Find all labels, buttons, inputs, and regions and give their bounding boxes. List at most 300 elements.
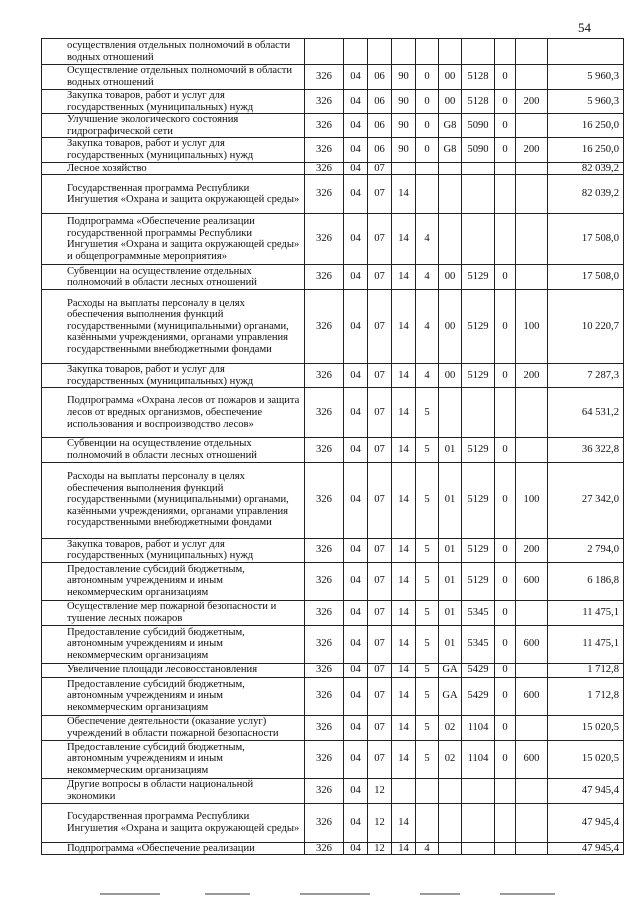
row-name-cell: Осуществление отдельных полномочий в области водных отношений: [42, 65, 305, 90]
row-sum-cell: 5 960,3: [548, 65, 624, 90]
row-sum-cell: 64 531,2: [548, 388, 624, 438]
table-row: [42, 715, 624, 740]
row-direction-cell: 5129: [462, 364, 495, 388]
row-subprogram-cell: 4: [416, 214, 439, 265]
row-gr-cell: 326: [305, 462, 344, 538]
table-row: [42, 438, 624, 462]
budget-table: [41, 38, 624, 855]
row-name-cell: Расходы на выплаты персоналу в целях обеспечения выполнения функций государственными (муниципальными) органами, казёнными учреждениями, органами управления государственными внебюджетными фондами: [42, 462, 305, 538]
row-rz-cell: 04: [344, 265, 368, 290]
table-row: [42, 677, 624, 715]
row-direction-cell: [462, 162, 495, 175]
scan-artifact: [300, 893, 370, 895]
row-program-cell: 90: [392, 90, 416, 114]
row-subprogram-cell: 5: [416, 538, 439, 562]
row-vr-cell: [516, 438, 548, 462]
row-event-cell: 00: [439, 290, 462, 364]
table-row: [42, 39, 624, 65]
row-rz-cell: 04: [344, 740, 368, 778]
table-row: [42, 778, 624, 803]
row-event-cell: 00: [439, 90, 462, 114]
row-vr-cell: [516, 214, 548, 265]
row-program-cell: 14: [392, 214, 416, 265]
row-suffix-cell: 0: [495, 663, 516, 677]
row-pr-cell: 07: [368, 175, 392, 214]
row-event-cell: [439, 842, 462, 855]
row-subprogram-cell: [416, 175, 439, 214]
row-sum-cell: 17 508,0: [548, 214, 624, 265]
row-sum-cell: 16 250,0: [548, 138, 624, 162]
row-gr-cell: [305, 39, 344, 65]
row-pr-cell: 07: [368, 562, 392, 600]
row-suffix-cell: 0: [495, 677, 516, 715]
row-event-cell: 01: [439, 562, 462, 600]
row-gr-cell: 326: [305, 803, 344, 842]
row-vr-cell: 600: [516, 562, 548, 600]
table-row: [42, 290, 624, 364]
row-vr-cell: [516, 175, 548, 214]
row-pr-cell: 12: [368, 778, 392, 803]
row-rz-cell: 04: [344, 462, 368, 538]
row-event-cell: [439, 778, 462, 803]
row-suffix-cell: [495, 388, 516, 438]
row-name-cell: Закупка товаров, работ и услуг для государственных (муниципальных) нужд: [42, 138, 305, 162]
row-vr-cell: 200: [516, 364, 548, 388]
row-suffix-cell: [495, 175, 516, 214]
row-subprogram-cell: 0: [416, 90, 439, 114]
row-event-cell: 01: [439, 462, 462, 538]
row-sum-cell: 47 945,4: [548, 803, 624, 842]
table-row: [42, 214, 624, 265]
row-gr-cell: 326: [305, 562, 344, 600]
row-event-cell: [439, 388, 462, 438]
table-row: [42, 114, 624, 138]
row-suffix-cell: 0: [495, 364, 516, 388]
row-suffix-cell: 0: [495, 265, 516, 290]
row-program-cell: [392, 778, 416, 803]
row-direction-cell: 5129: [462, 462, 495, 538]
row-gr-cell: 326: [305, 538, 344, 562]
row-event-cell: 01: [439, 625, 462, 663]
row-program-cell: 14: [392, 803, 416, 842]
row-sum-cell: 10 220,7: [548, 290, 624, 364]
row-pr-cell: 07: [368, 364, 392, 388]
row-sum-cell: 7 287,3: [548, 364, 624, 388]
row-name-cell: Закупка товаров, работ и услуг для государственных (муниципальных) нужд: [42, 538, 305, 562]
row-suffix-cell: 0: [495, 715, 516, 740]
row-suffix-cell: 0: [495, 138, 516, 162]
row-gr-cell: 326: [305, 162, 344, 175]
table-row: [42, 388, 624, 438]
row-name-cell: Предоставление субсидий бюджетным, автономным учреждениям и иным некоммерческим организациям: [42, 740, 305, 778]
row-suffix-cell: 0: [495, 562, 516, 600]
row-program-cell: 90: [392, 138, 416, 162]
row-gr-cell: 326: [305, 842, 344, 855]
row-event-cell: 00: [439, 265, 462, 290]
row-suffix-cell: [495, 803, 516, 842]
row-program-cell: 14: [392, 438, 416, 462]
scan-artifact: [500, 893, 555, 895]
row-name-cell: Предоставление субсидий бюджетным, автономным учреждениям и иным некоммерческим организациям: [42, 677, 305, 715]
row-rz-cell: 04: [344, 90, 368, 114]
table-row: [42, 600, 624, 625]
row-program-cell: 14: [392, 663, 416, 677]
row-pr-cell: 12: [368, 842, 392, 855]
row-gr-cell: 326: [305, 438, 344, 462]
row-suffix-cell: 0: [495, 600, 516, 625]
row-name-cell: Подпрограмма «Обеспечение реализации: [42, 842, 305, 855]
row-rz-cell: 04: [344, 438, 368, 462]
row-direction-cell: 5129: [462, 438, 495, 462]
row-suffix-cell: [495, 214, 516, 265]
row-direction-cell: 1104: [462, 715, 495, 740]
row-pr-cell: 07: [368, 462, 392, 538]
table-row: [42, 138, 624, 162]
row-name-cell: Увеличение площади лесовосстановления: [42, 663, 305, 677]
row-event-cell: [439, 162, 462, 175]
table-row: [42, 625, 624, 663]
row-subprogram-cell: 4: [416, 364, 439, 388]
table-row: [42, 462, 624, 538]
row-rz-cell: 04: [344, 677, 368, 715]
row-event-cell: [439, 175, 462, 214]
row-suffix-cell: [495, 39, 516, 65]
row-vr-cell: 600: [516, 677, 548, 715]
row-rz-cell: 04: [344, 663, 368, 677]
row-program-cell: 14: [392, 538, 416, 562]
row-program-cell: 14: [392, 740, 416, 778]
row-program-cell: 14: [392, 842, 416, 855]
row-event-cell: 02: [439, 715, 462, 740]
row-suffix-cell: 0: [495, 625, 516, 663]
row-sum-cell: 1 712,8: [548, 677, 624, 715]
row-direction-cell: [462, 175, 495, 214]
row-program-cell: [392, 39, 416, 65]
row-gr-cell: 326: [305, 65, 344, 90]
row-suffix-cell: [495, 162, 516, 175]
row-subprogram-cell: 4: [416, 290, 439, 364]
row-rz-cell: 04: [344, 138, 368, 162]
row-name-cell: Улучшение экологического состояния гидрографической сети: [42, 114, 305, 138]
row-rz-cell: 04: [344, 715, 368, 740]
row-event-cell: 00: [439, 364, 462, 388]
row-pr-cell: 07: [368, 438, 392, 462]
table-row: [42, 265, 624, 290]
row-direction-cell: [462, 388, 495, 438]
row-event-cell: 00: [439, 65, 462, 90]
row-sum-cell: 82 039,2: [548, 162, 624, 175]
row-sum-cell: 11 475,1: [548, 625, 624, 663]
table-row: [42, 842, 624, 855]
row-name-cell: Предоставление субсидий бюджетным, автономным учреждениям и иным некоммерческим организациям: [42, 625, 305, 663]
row-name-cell: Расходы на выплаты персоналу в целях обеспечения выполнения функций государственными (муниципальными) органами, казёнными учреждениями, органами управления государственными внебюджетными фондами: [42, 290, 305, 364]
row-vr-cell: [516, 663, 548, 677]
row-suffix-cell: [495, 778, 516, 803]
row-rz-cell: 04: [344, 175, 368, 214]
row-subprogram-cell: 5: [416, 462, 439, 538]
row-suffix-cell: 0: [495, 740, 516, 778]
row-vr-cell: 200: [516, 90, 548, 114]
row-pr-cell: 07: [368, 214, 392, 265]
row-name-cell: Лесное хозяйство: [42, 162, 305, 175]
row-pr-cell: 07: [368, 663, 392, 677]
row-rz-cell: 04: [344, 162, 368, 175]
row-direction-cell: 5129: [462, 562, 495, 600]
row-suffix-cell: [495, 842, 516, 855]
row-pr-cell: 07: [368, 625, 392, 663]
row-suffix-cell: 0: [495, 438, 516, 462]
row-pr-cell: 06: [368, 138, 392, 162]
row-sum-cell: 2 794,0: [548, 538, 624, 562]
row-sum-cell: 16 250,0: [548, 114, 624, 138]
row-vr-cell: 100: [516, 462, 548, 538]
row-name-cell: Субвенции на осуществление отдельных полномочий в области лесных отношений: [42, 265, 305, 290]
row-vr-cell: [516, 39, 548, 65]
row-subprogram-cell: 0: [416, 65, 439, 90]
row-rz-cell: 04: [344, 803, 368, 842]
row-direction-cell: 5345: [462, 625, 495, 663]
row-event-cell: [439, 214, 462, 265]
table-row: [42, 803, 624, 842]
row-gr-cell: 326: [305, 600, 344, 625]
row-vr-cell: [516, 715, 548, 740]
row-gr-cell: 326: [305, 138, 344, 162]
row-vr-cell: 600: [516, 625, 548, 663]
row-event-cell: G8: [439, 138, 462, 162]
row-name-cell: Субвенции на осуществление отдельных полномочий в области лесных отношений: [42, 438, 305, 462]
row-direction-cell: [462, 778, 495, 803]
row-sum-cell: 15 020,5: [548, 740, 624, 778]
row-direction-cell: 5128: [462, 65, 495, 90]
row-suffix-cell: 0: [495, 114, 516, 138]
row-pr-cell: 07: [368, 265, 392, 290]
row-program-cell: 14: [392, 462, 416, 538]
row-name-cell: Государственная программа Республики Ингушетия «Охрана и защита окружающей среды»: [42, 803, 305, 842]
row-rz-cell: 04: [344, 290, 368, 364]
table-row: [42, 162, 624, 175]
row-name-cell: Обеспечение деятельности (оказание услуг) учреждений в области пожарной безопасности: [42, 715, 305, 740]
row-program-cell: 14: [392, 364, 416, 388]
row-direction-cell: [462, 803, 495, 842]
row-pr-cell: 07: [368, 600, 392, 625]
row-subprogram-cell: 5: [416, 663, 439, 677]
row-direction-cell: 5429: [462, 663, 495, 677]
row-rz-cell: 04: [344, 600, 368, 625]
row-subprogram-cell: 0: [416, 114, 439, 138]
row-subprogram-cell: [416, 162, 439, 175]
scan-artifact: [205, 893, 250, 895]
row-sum-cell: 47 945,4: [548, 778, 624, 803]
table-row: [42, 90, 624, 114]
row-subprogram-cell: 5: [416, 562, 439, 600]
row-gr-cell: 326: [305, 740, 344, 778]
row-rz-cell: 04: [344, 562, 368, 600]
row-pr-cell: 07: [368, 162, 392, 175]
row-event-cell: GA: [439, 677, 462, 715]
row-event-cell: [439, 803, 462, 842]
row-rz-cell: 04: [344, 778, 368, 803]
row-program-cell: 14: [392, 175, 416, 214]
row-sum-cell: 15 020,5: [548, 715, 624, 740]
row-sum-cell: 82 039,2: [548, 175, 624, 214]
row-gr-cell: 326: [305, 290, 344, 364]
row-pr-cell: 07: [368, 715, 392, 740]
row-subprogram-cell: 4: [416, 265, 439, 290]
row-sum-cell: [548, 39, 624, 65]
row-rz-cell: 04: [344, 214, 368, 265]
row-vr-cell: [516, 600, 548, 625]
row-pr-cell: 07: [368, 290, 392, 364]
row-program-cell: 14: [392, 265, 416, 290]
table-body: [42, 39, 624, 855]
row-direction-cell: 5129: [462, 538, 495, 562]
row-program-cell: 14: [392, 290, 416, 364]
row-subprogram-cell: 5: [416, 677, 439, 715]
row-direction-cell: [462, 214, 495, 265]
row-pr-cell: 06: [368, 65, 392, 90]
row-program-cell: 14: [392, 562, 416, 600]
row-direction-cell: 5429: [462, 677, 495, 715]
row-vr-cell: 600: [516, 740, 548, 778]
table-row: [42, 740, 624, 778]
row-subprogram-cell: [416, 39, 439, 65]
row-sum-cell: 5 960,3: [548, 90, 624, 114]
row-vr-cell: [516, 388, 548, 438]
row-pr-cell: 07: [368, 538, 392, 562]
row-name-cell: Предоставление субсидий бюджетным, автономным учреждениям и иным некоммерческим организациям: [42, 562, 305, 600]
row-vr-cell: [516, 803, 548, 842]
row-direction-cell: 5090: [462, 138, 495, 162]
row-vr-cell: [516, 114, 548, 138]
row-sum-cell: 11 475,1: [548, 600, 624, 625]
row-name-cell: Государственная программа Республики Ингушетия «Охрана и защита окружающей среды»: [42, 175, 305, 214]
row-program-cell: 14: [392, 677, 416, 715]
row-name-cell: Закупка товаров, работ и услуг для государственных (муниципальных) нужд: [42, 90, 305, 114]
row-subprogram-cell: [416, 803, 439, 842]
row-subprogram-cell: 5: [416, 715, 439, 740]
row-event-cell: 01: [439, 538, 462, 562]
row-subprogram-cell: 5: [416, 388, 439, 438]
row-vr-cell: 200: [516, 538, 548, 562]
row-pr-cell: 12: [368, 803, 392, 842]
row-program-cell: [392, 162, 416, 175]
row-event-cell: G8: [439, 114, 462, 138]
row-rz-cell: 04: [344, 364, 368, 388]
row-pr-cell: 07: [368, 677, 392, 715]
row-gr-cell: 326: [305, 715, 344, 740]
row-direction-cell: [462, 842, 495, 855]
row-pr-cell: 07: [368, 740, 392, 778]
table-row: [42, 538, 624, 562]
row-direction-cell: 5129: [462, 265, 495, 290]
row-sum-cell: 47 945,4: [548, 842, 624, 855]
row-suffix-cell: 0: [495, 462, 516, 538]
row-suffix-cell: 0: [495, 538, 516, 562]
row-vr-cell: 200: [516, 138, 548, 162]
row-gr-cell: 326: [305, 265, 344, 290]
row-vr-cell: [516, 162, 548, 175]
row-subprogram-cell: 4: [416, 842, 439, 855]
row-rz-cell: 04: [344, 842, 368, 855]
row-gr-cell: 326: [305, 175, 344, 214]
row-program-cell: 90: [392, 114, 416, 138]
row-name-cell: Подпрограмма «Обеспечение реализации государственной программы Республики Ингушетия «Охрана и защита окружающей среды» и общепрограммные мероприятия»: [42, 214, 305, 265]
row-subprogram-cell: [416, 778, 439, 803]
table-row: [42, 364, 624, 388]
row-pr-cell: 06: [368, 90, 392, 114]
row-name-cell: Осуществление мер пожарной безопасности и тушение лесных пожаров: [42, 600, 305, 625]
row-suffix-cell: 0: [495, 290, 516, 364]
row-gr-cell: 326: [305, 90, 344, 114]
row-event-cell: 02: [439, 740, 462, 778]
row-name-cell: Подпрограмма «Охрана лесов от пожаров и защита лесов от вредных организмов, обеспечение использования и воспроизводство лесов»: [42, 388, 305, 438]
row-program-cell: 14: [392, 600, 416, 625]
row-subprogram-cell: 5: [416, 438, 439, 462]
row-direction-cell: 5090: [462, 114, 495, 138]
row-sum-cell: 17 508,0: [548, 265, 624, 290]
row-direction-cell: [462, 39, 495, 65]
row-rz-cell: [344, 39, 368, 65]
row-sum-cell: 27 342,0: [548, 462, 624, 538]
table-row: [42, 175, 624, 214]
row-subprogram-cell: 5: [416, 740, 439, 778]
row-gr-cell: 326: [305, 364, 344, 388]
row-name-cell: Закупка товаров, работ и услуг для государственных (муниципальных) нужд: [42, 364, 305, 388]
row-name-cell: Другие вопросы в области национальной экономики: [42, 778, 305, 803]
row-gr-cell: 326: [305, 663, 344, 677]
table-row: [42, 65, 624, 90]
scan-artifact: [100, 893, 160, 895]
row-event-cell: 01: [439, 438, 462, 462]
row-rz-cell: 04: [344, 114, 368, 138]
row-event-cell: [439, 39, 462, 65]
row-sum-cell: 36 322,8: [548, 438, 624, 462]
row-rz-cell: 04: [344, 388, 368, 438]
row-suffix-cell: 0: [495, 65, 516, 90]
row-pr-cell: 06: [368, 114, 392, 138]
row-event-cell: GA: [439, 663, 462, 677]
row-program-cell: 14: [392, 715, 416, 740]
row-pr-cell: [368, 39, 392, 65]
row-sum-cell: 1 712,8: [548, 663, 624, 677]
row-subprogram-cell: 0: [416, 138, 439, 162]
row-gr-cell: 326: [305, 388, 344, 438]
row-gr-cell: 326: [305, 214, 344, 265]
table-row: [42, 562, 624, 600]
row-program-cell: 90: [392, 65, 416, 90]
row-suffix-cell: 0: [495, 90, 516, 114]
row-name-cell: осуществления отдельных полномочий в области водных отношений: [42, 39, 305, 65]
row-gr-cell: 326: [305, 114, 344, 138]
row-program-cell: 14: [392, 388, 416, 438]
row-rz-cell: 04: [344, 538, 368, 562]
row-vr-cell: [516, 842, 548, 855]
row-rz-cell: 04: [344, 65, 368, 90]
row-sum-cell: 6 186,8: [548, 562, 624, 600]
row-program-cell: 14: [392, 625, 416, 663]
row-rz-cell: 04: [344, 625, 368, 663]
row-gr-cell: 326: [305, 778, 344, 803]
row-vr-cell: [516, 778, 548, 803]
row-subprogram-cell: 5: [416, 625, 439, 663]
row-event-cell: 01: [439, 600, 462, 625]
table-row: [42, 663, 624, 677]
row-direction-cell: 1104: [462, 740, 495, 778]
row-vr-cell: [516, 65, 548, 90]
row-direction-cell: 5129: [462, 290, 495, 364]
row-direction-cell: 5345: [462, 600, 495, 625]
row-gr-cell: 326: [305, 625, 344, 663]
